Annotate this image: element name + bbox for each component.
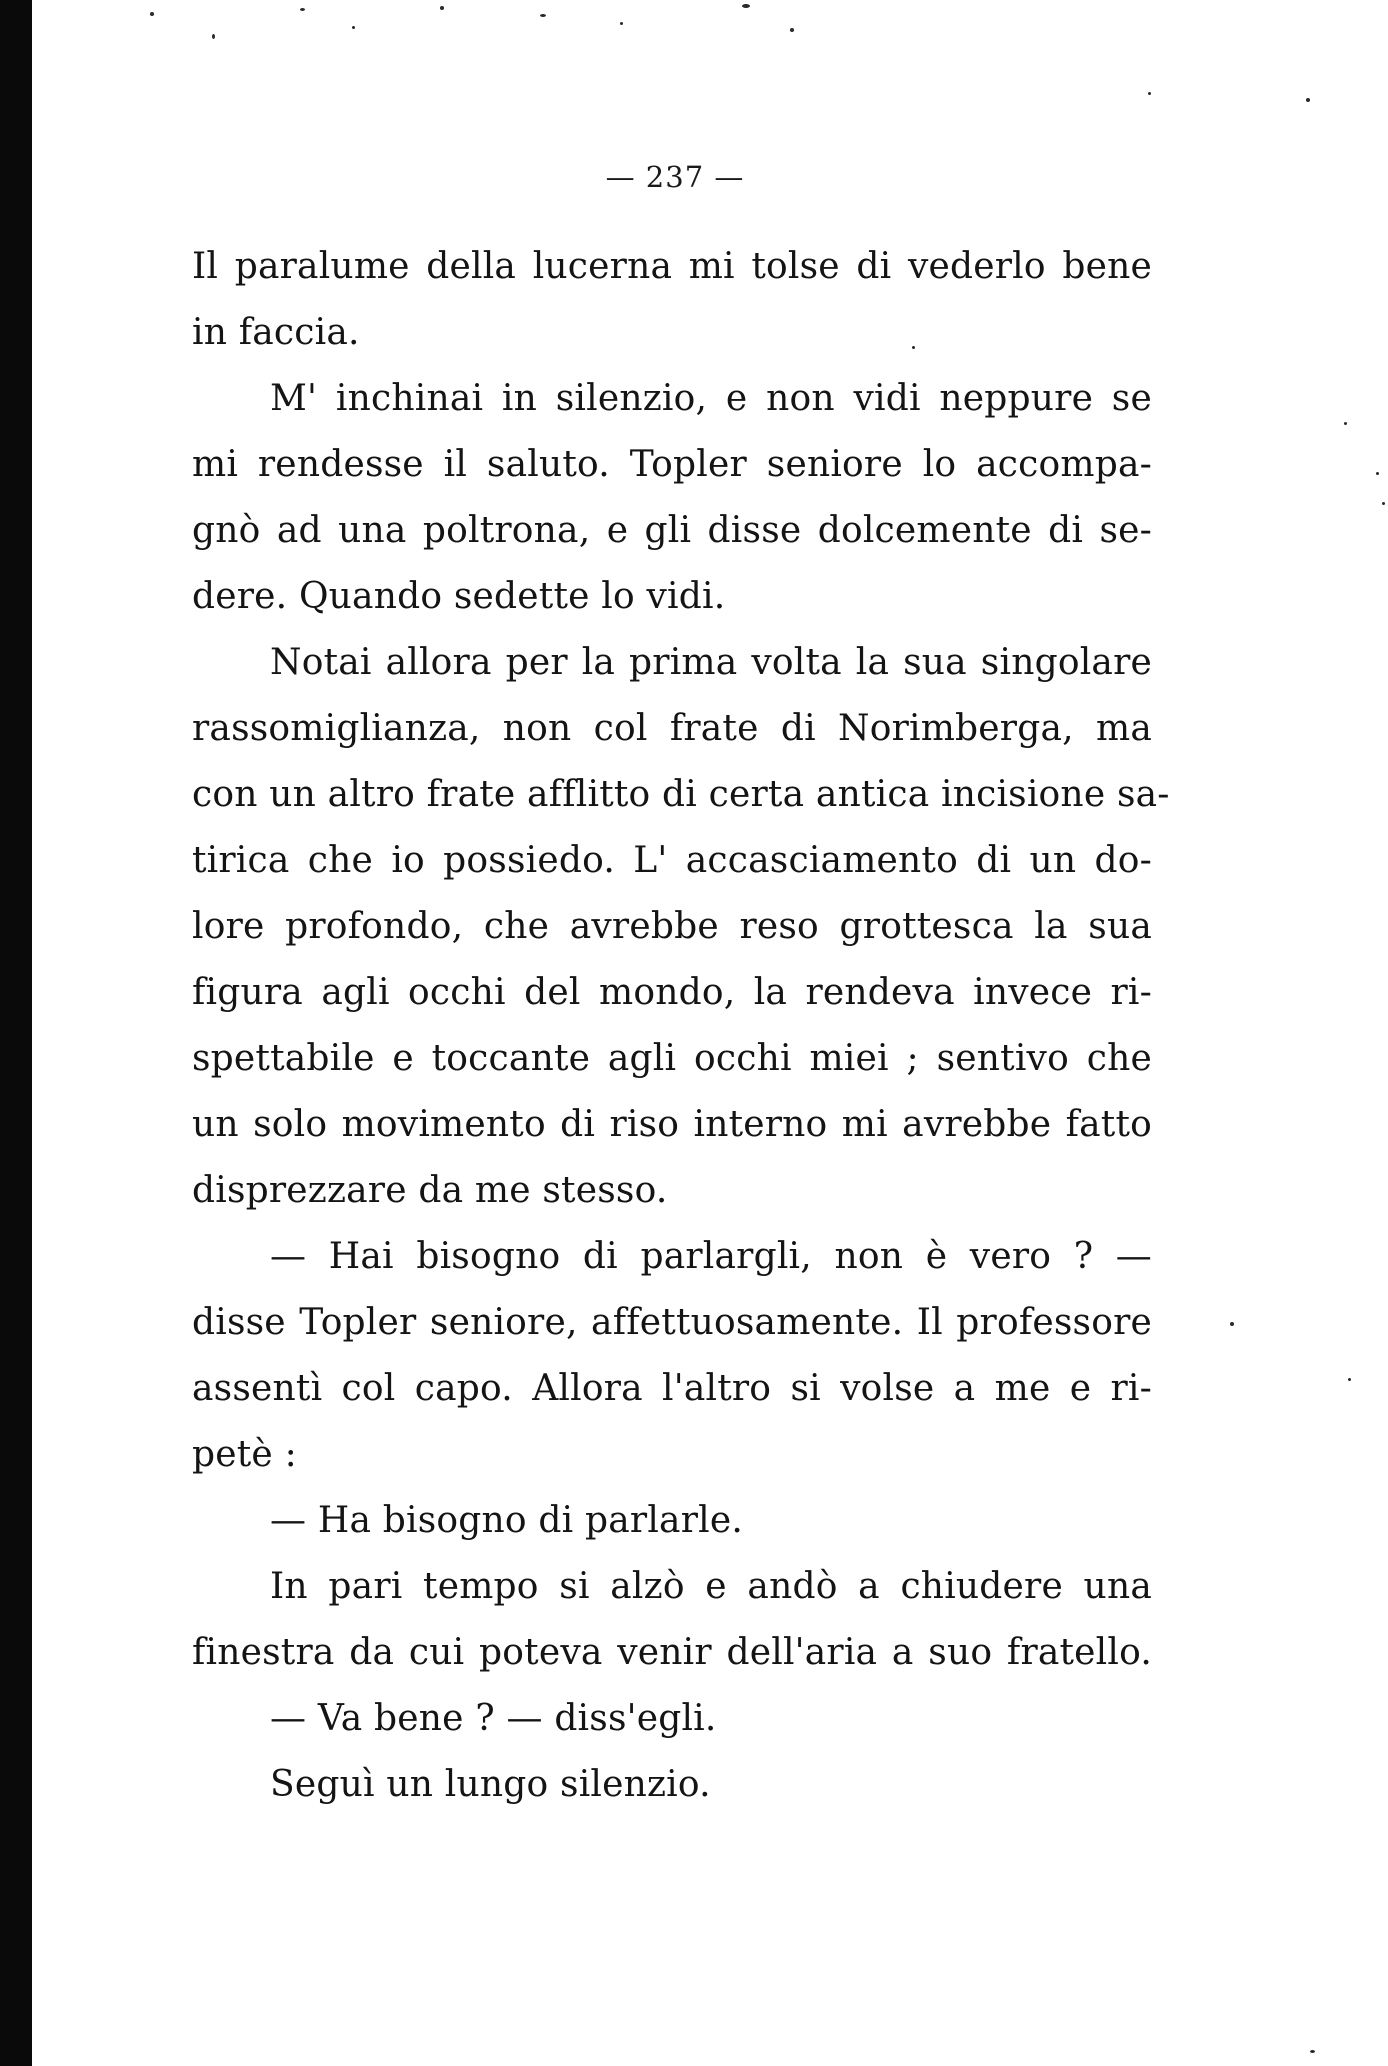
page-number: — 237 — (605, 160, 745, 194)
scan-speck (352, 26, 355, 29)
scan-speck (1306, 98, 1310, 102)
text-line: un solo movimento di riso interno mi avrebbe fatto (192, 1104, 1152, 1145)
text-line: spettabile e toccante agli occhi miei ; sentivo che (192, 1038, 1152, 1079)
text-line: Seguì un lungo silenzio. (270, 1764, 711, 1805)
scan-speck (150, 12, 154, 16)
text-line: — Ha bisogno di parlarle. (270, 1500, 743, 1541)
text-line: disprezzare da me stesso. (192, 1170, 668, 1211)
text-line: gnò ad una poltrona, e gli disse dolcemente di se- (192, 510, 1152, 551)
scan-speck (1310, 2050, 1315, 2053)
scan-speck (742, 4, 750, 8)
text-line: tirica che io possiedo. L' accasciamento di un do- (192, 840, 1152, 881)
binding-edge (0, 0, 32, 2066)
text-line: assentì col capo. Allora l'altro si volse a me e ri- (192, 1368, 1152, 1409)
scan-speck (1230, 1322, 1234, 1326)
text-line: mi rendesse il saluto. Topler seniore lo accompa- (192, 444, 1152, 485)
text-line: disse Topler seniore, affettuosamente. Il professore (192, 1302, 1152, 1343)
text-line: In pari tempo si alzò e andò a chiudere una (270, 1566, 1152, 1607)
text-line: in faccia. (192, 312, 360, 353)
text-line: dere. Quando sedette lo vidi. (192, 576, 726, 617)
scan-speck (440, 6, 444, 10)
scan-speck (790, 28, 794, 32)
scan-speck (212, 34, 215, 39)
text-line: M' inchinai in silenzio, e non vidi neppure se (270, 378, 1152, 419)
text-line: petè : (192, 1434, 297, 1475)
scan-speck (1348, 1378, 1351, 1381)
scan-speck (1344, 422, 1347, 425)
text-line: rassomiglianza, non col frate di Norimberga, ma (192, 708, 1152, 749)
scan-speck (1382, 502, 1385, 505)
scan-speck (620, 22, 623, 25)
scan-speck (1376, 472, 1379, 475)
scan-speck (300, 8, 305, 11)
scan-speck (540, 14, 546, 17)
text-line: figura agli occhi del mondo, la rendeva invece ri- (192, 972, 1152, 1013)
text-line: lore profondo, che avrebbe reso grottesca la sua (192, 906, 1152, 947)
body-text (192, 234, 1170, 1818)
text-line: con un altro frate afflitto di certa antica incisione sa- (192, 774, 1170, 815)
text-line: finestra da cui poteva venir dell'aria a suo fratello. (192, 1632, 1152, 1673)
text-line: Notai allora per la prima volta la sua singolare (270, 642, 1152, 683)
scan-speck (1148, 92, 1151, 95)
text-line: — Va bene ? — diss'egli. (270, 1698, 717, 1739)
text-line: — Hai bisogno di parlargli, non è vero ? — (270, 1236, 1152, 1277)
text-line: Il paralume della lucerna mi tolse di vederlo bene (192, 246, 1152, 287)
